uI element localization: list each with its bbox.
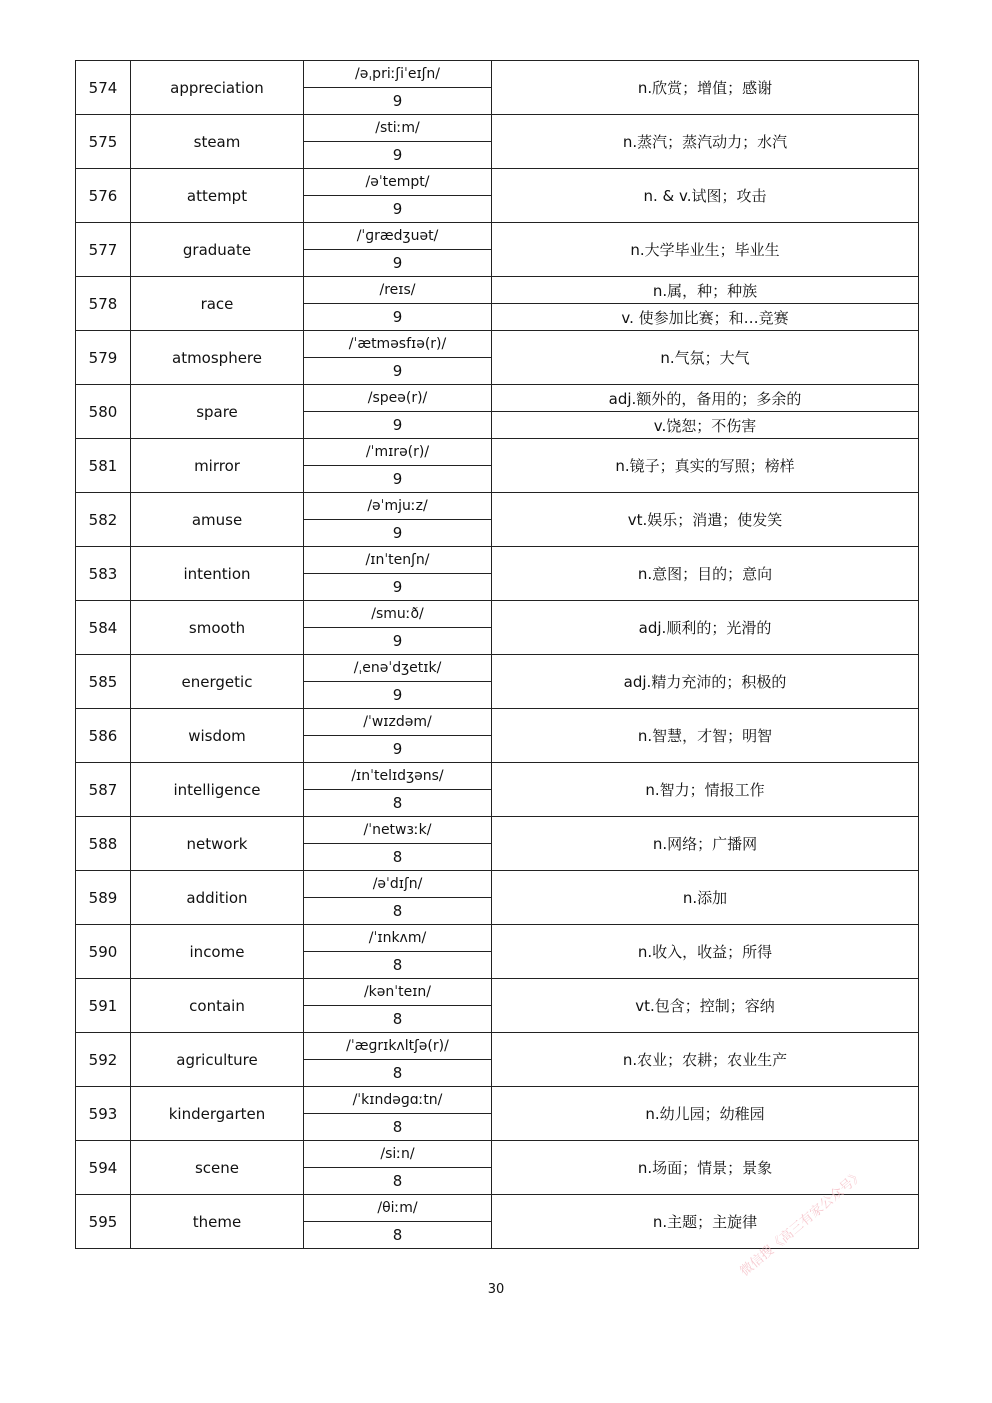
entry-number: 589	[76, 871, 131, 925]
entry-frequency: 9	[304, 520, 492, 547]
entry-phonetic: /əˈdɪʃn/	[304, 871, 492, 898]
entry-meaning: n.意图；目的；意向	[492, 547, 919, 601]
table-row	[76, 385, 919, 412]
entry-number: 580	[76, 385, 131, 439]
entry-word: steam	[131, 115, 304, 169]
entry-frequency: 8	[304, 1168, 492, 1195]
entry-meaning: n.智力；情报工作	[492, 763, 919, 817]
entry-frequency: 9	[304, 250, 492, 277]
page-number: 30	[487, 1282, 505, 1297]
entry-phonetic: /smuːð/	[304, 601, 492, 628]
entry-word: addition	[131, 871, 304, 925]
entry-number: 587	[76, 763, 131, 817]
entry-word: appreciation	[131, 61, 304, 115]
entry-phonetic: /speə(r)/	[304, 385, 492, 412]
entry-word: atmosphere	[131, 331, 304, 385]
entry-meaning: n.收入，收益；所得	[492, 925, 919, 979]
vocabulary-table-body	[76, 61, 919, 1249]
entry-number: 591	[76, 979, 131, 1033]
table-row	[76, 925, 919, 952]
entry-number: 592	[76, 1033, 131, 1087]
entry-phonetic: /ˈwɪzdəm/	[304, 709, 492, 736]
table-row	[76, 277, 919, 304]
table-row	[76, 61, 919, 88]
entry-frequency: 9	[304, 358, 492, 385]
entry-phonetic: /ˌenəˈdʒetɪk/	[304, 655, 492, 682]
entry-word: wisdom	[131, 709, 304, 763]
entry-meaning: n.场面；情景；景象	[492, 1141, 919, 1195]
entry-word: income	[131, 925, 304, 979]
entry-meaning: n.农业；农耕；农业生产	[492, 1033, 919, 1087]
entry-meaning: adj.顺利的；光滑的	[492, 601, 919, 655]
table-row	[76, 979, 919, 1006]
table-row	[76, 169, 919, 196]
entry-word: kindergarten	[131, 1087, 304, 1141]
vocabulary-table	[75, 60, 919, 1249]
entry-meaning: n.气氛；大气	[492, 331, 919, 385]
entry-meaning: n.智慧，才智；明智	[492, 709, 919, 763]
table-row	[76, 331, 919, 358]
entry-frequency: 9	[304, 628, 492, 655]
entry-phonetic: /ɪnˈtenʃn/	[304, 547, 492, 574]
entry-frequency: 9	[304, 736, 492, 763]
entry-meaning: n.镜子；真实的写照；榜样	[492, 439, 919, 493]
entry-frequency: 9	[304, 142, 492, 169]
entry-word: contain	[131, 979, 304, 1033]
table-row	[76, 655, 919, 682]
entry-number: 588	[76, 817, 131, 871]
entry-word: intelligence	[131, 763, 304, 817]
entry-frequency: 8	[304, 790, 492, 817]
entry-number: 582	[76, 493, 131, 547]
table-row	[76, 709, 919, 736]
entry-frequency: 8	[304, 1114, 492, 1141]
entry-frequency: 9	[304, 88, 492, 115]
entry-number: 584	[76, 601, 131, 655]
entry-word: race	[131, 277, 304, 331]
entry-meaning: n.幼儿园；幼稚园	[492, 1087, 919, 1141]
entry-number: 574	[76, 61, 131, 115]
entry-frequency: 9	[304, 574, 492, 601]
entry-meaning: n.网络；广播网	[492, 817, 919, 871]
table-row	[76, 439, 919, 466]
entry-meaning: vt.娱乐；消遣；使发笑	[492, 493, 919, 547]
entry-meaning: n.欣赏；增值；感谢	[492, 61, 919, 115]
entry-meaning: n. & v.试图；攻击	[492, 169, 919, 223]
entry-phonetic: /ˈmɪrə(r)/	[304, 439, 492, 466]
entry-meaning: adj.精力充沛的；积极的	[492, 655, 919, 709]
entry-phonetic: /ˈɪnkʌm/	[304, 925, 492, 952]
table-row	[76, 871, 919, 898]
entry-number: 585	[76, 655, 131, 709]
table-row	[76, 115, 919, 142]
entry-number: 581	[76, 439, 131, 493]
entry-word: network	[131, 817, 304, 871]
table-row	[76, 547, 919, 574]
entry-frequency: 9	[304, 196, 492, 223]
entry-phonetic: /ˈkɪndəɡɑːtn/	[304, 1087, 492, 1114]
entry-number: 594	[76, 1141, 131, 1195]
entry-meaning: adj.额外的，备用的；多余的	[492, 385, 919, 412]
entry-phonetic: /ˈɡrædʒuət/	[304, 223, 492, 250]
entry-word: theme	[131, 1195, 304, 1249]
entry-number: 590	[76, 925, 131, 979]
entry-frequency: 8	[304, 1222, 492, 1249]
entry-phonetic: /θiːm/	[304, 1195, 492, 1222]
entry-phonetic: /ˈnetwɜːk/	[304, 817, 492, 844]
watermark: 微信搜《高三有家公众号》	[737, 1167, 867, 1280]
entry-number: 579	[76, 331, 131, 385]
entry-number: 578	[76, 277, 131, 331]
entry-meaning: n.大学毕业生；毕业生	[492, 223, 919, 277]
entry-frequency: 8	[304, 952, 492, 979]
entry-word: agriculture	[131, 1033, 304, 1087]
table-row	[76, 223, 919, 250]
table-row	[76, 1141, 919, 1168]
entry-frequency: 8	[304, 1060, 492, 1087]
entry-number: 593	[76, 1087, 131, 1141]
entry-phonetic: /ˈætməsfɪə(r)/	[304, 331, 492, 358]
entry-word: spare	[131, 385, 304, 439]
entry-phonetic: /stiːm/	[304, 115, 492, 142]
entry-meaning: n.属，种；种族	[492, 277, 919, 304]
entry-phonetic: /ˈæɡrɪkʌltʃə(r)/	[304, 1033, 492, 1060]
entry-meaning: n.主题；主旋律	[492, 1195, 919, 1249]
entry-phonetic: /əˈtempt/	[304, 169, 492, 196]
entry-word: intention	[131, 547, 304, 601]
entry-word: attempt	[131, 169, 304, 223]
entry-word: smooth	[131, 601, 304, 655]
entry-number: 583	[76, 547, 131, 601]
table-row	[76, 817, 919, 844]
table-row	[76, 763, 919, 790]
entry-number: 586	[76, 709, 131, 763]
table-row	[76, 1033, 919, 1060]
entry-frequency: 9	[304, 304, 492, 331]
entry-word: graduate	[131, 223, 304, 277]
entry-word: mirror	[131, 439, 304, 493]
entry-frequency: 8	[304, 1006, 492, 1033]
table-row	[76, 1087, 919, 1114]
entry-number: 595	[76, 1195, 131, 1249]
entry-frequency: 9	[304, 412, 492, 439]
entry-frequency: 8	[304, 844, 492, 871]
table-row	[76, 493, 919, 520]
entry-meaning: n.添加	[492, 871, 919, 925]
entry-number: 577	[76, 223, 131, 277]
entry-frequency: 9	[304, 682, 492, 709]
entry-phonetic: /ɪnˈtelɪdʒəns/	[304, 763, 492, 790]
entry-phonetic: /siːn/	[304, 1141, 492, 1168]
entry-meaning: n.蒸汽；蒸汽动力；水汽	[492, 115, 919, 169]
entry-meaning: vt.包含；控制；容纳	[492, 979, 919, 1033]
entry-frequency: 9	[304, 466, 492, 493]
entry-number: 576	[76, 169, 131, 223]
entry-phonetic: /əˌpriːʃiˈeɪʃn/	[304, 61, 492, 88]
entry-word: energetic	[131, 655, 304, 709]
entry-word: scene	[131, 1141, 304, 1195]
entry-phonetic: /əˈmjuːz/	[304, 493, 492, 520]
entry-phonetic: /kənˈteɪn/	[304, 979, 492, 1006]
entry-phonetic: /reɪs/	[304, 277, 492, 304]
entry-word: amuse	[131, 493, 304, 547]
entry-frequency: 8	[304, 898, 492, 925]
entry-number: 575	[76, 115, 131, 169]
table-row	[76, 601, 919, 628]
entry-meaning-secondary: v. 使参加比赛；和…竞赛	[492, 304, 919, 331]
entry-meaning-secondary: v.饶恕；不伤害	[492, 412, 919, 439]
